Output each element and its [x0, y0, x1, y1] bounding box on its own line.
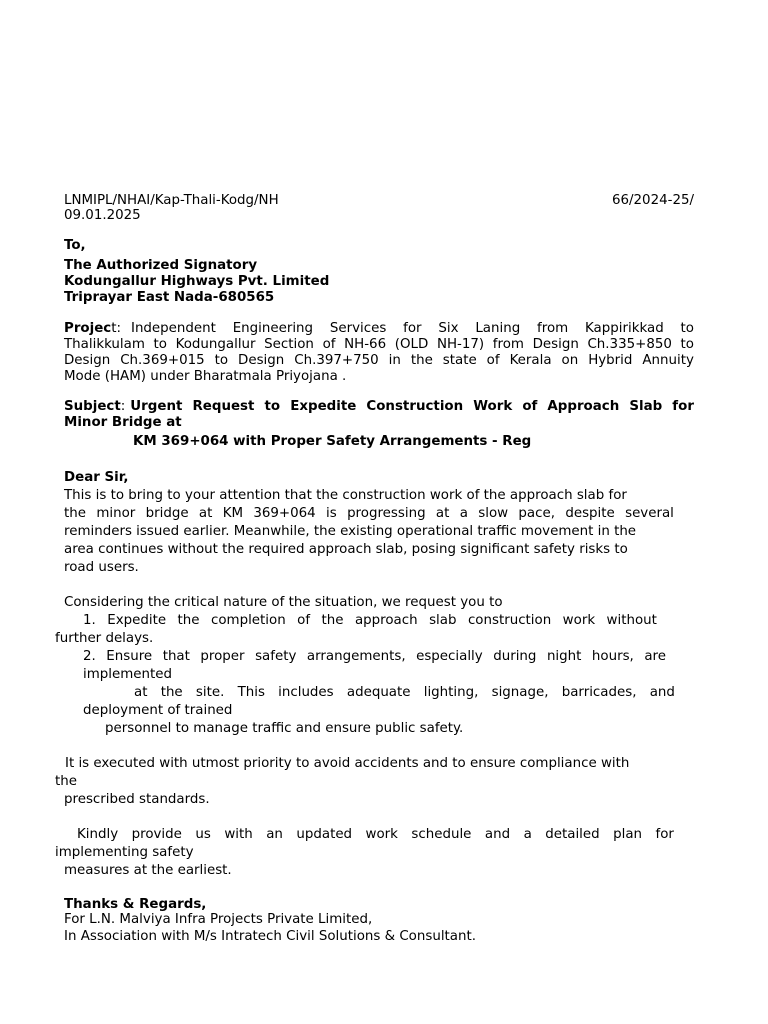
word: us — [195, 827, 211, 842]
word: proper — [200, 649, 245, 664]
to-label: To, — [64, 238, 86, 253]
word: Kerala — [509, 353, 552, 368]
word: are — [644, 649, 666, 664]
word: Thalikkulam — [64, 337, 145, 352]
para1-line-2 — [64, 505, 674, 522]
para4-line-3: measures at the earliest. — [64, 863, 232, 878]
word: to — [680, 321, 694, 336]
word: for — [403, 321, 422, 336]
word: that — [162, 649, 190, 664]
subject-label: Subject — [64, 399, 121, 414]
para1-line-3: reminders issued earlier. Meanwhile, the existing operational traffic movement in the — [64, 524, 637, 539]
word: several — [625, 506, 674, 521]
word: a — [523, 827, 532, 842]
subject-line-3: KM 369+064 with Proper Safety Arrangements - Reg — [133, 434, 532, 449]
word: Expedite — [107, 613, 167, 628]
para3-line-2: the — [55, 774, 77, 789]
closing-regards: Thanks & Regards, — [64, 897, 207, 912]
word: of — [486, 353, 500, 368]
item1-line-2: further delays. — [55, 631, 154, 646]
word: KM — [222, 506, 244, 521]
word: to — [214, 353, 229, 368]
word: for — [655, 827, 674, 842]
word: Kappirikkad — [585, 321, 664, 336]
word: for — [672, 399, 694, 414]
word: slab — [429, 613, 457, 628]
word: on — [561, 353, 579, 368]
word: despite — [565, 506, 615, 521]
word: site. — [195, 685, 225, 700]
para1-line-4: area continues without the required approach slab, posing significant safety risks to — [64, 542, 628, 557]
word: NH-66 — [344, 337, 387, 352]
word: signage, — [491, 685, 549, 700]
word: schedule — [411, 827, 472, 842]
para4-line-1 — [77, 826, 674, 843]
word: Ch.397+750 — [294, 353, 379, 368]
word: Engineering — [232, 321, 314, 336]
word: progressing — [347, 506, 426, 521]
word: work — [562, 613, 596, 628]
para3-line-3: prescribed standards. — [64, 792, 210, 807]
word: and — [649, 685, 675, 700]
word: Construction — [366, 399, 464, 414]
item2-line-1 — [83, 648, 666, 665]
subject-text-1 — [130, 398, 694, 415]
word: Request — [192, 399, 255, 414]
word: Laning — [475, 321, 521, 336]
word: the — [321, 613, 344, 628]
subject-line-2: Minor Bridge at — [64, 415, 182, 430]
word: Design — [238, 353, 285, 368]
word: to — [264, 399, 281, 414]
word: lighting, — [423, 685, 479, 700]
project-label: Projec — [64, 321, 112, 336]
word: plan — [613, 827, 643, 842]
project-text-1 — [131, 320, 694, 337]
word: includes — [278, 685, 334, 700]
word: slow — [478, 506, 509, 521]
closing-company: For L.N. Malviya Infra Projects Private Limited, — [64, 912, 373, 927]
word: Ch.369+015 — [120, 353, 205, 368]
word: completion — [210, 613, 286, 628]
word: especially — [416, 649, 483, 664]
word: in — [388, 353, 401, 368]
recipient-company: Kodungallur Highways Pvt. Limited — [64, 274, 330, 289]
word: safety — [255, 649, 297, 664]
word: (OLD — [394, 337, 429, 352]
word: Approach — [547, 399, 620, 414]
word: without — [606, 613, 657, 628]
word: to — [680, 337, 694, 352]
word: Section — [264, 337, 314, 352]
word: the — [64, 506, 86, 521]
word: Kindly — [77, 827, 119, 842]
word: at — [198, 506, 213, 521]
word: 1. — [83, 613, 96, 628]
word: This — [237, 685, 265, 700]
project-line-2 — [64, 336, 694, 353]
para1-line-5: road users. — [64, 560, 139, 575]
word: a — [459, 506, 468, 521]
project-line-3 — [64, 352, 694, 369]
word: Ch.335+850 — [587, 337, 672, 352]
word: detailed — [545, 827, 600, 842]
word: pace, — [518, 506, 555, 521]
letter-date: 09.01.2025 — [64, 208, 141, 223]
item1-line-1 — [83, 612, 657, 629]
word: Six — [438, 321, 459, 336]
word: Expedite — [290, 399, 357, 414]
word: Annuity — [642, 353, 694, 368]
para3-line-1: It is executed with utmost priority to avoid accidents and to ensure compliance with — [65, 756, 630, 771]
word: an — [266, 827, 283, 842]
word: with — [224, 827, 253, 842]
closing-association: In Association with M/s Intratech Civil Solutions & Consultant. — [64, 929, 476, 944]
word: hours, — [591, 649, 634, 664]
recipient-address: Triprayar East Nada-680565 — [64, 290, 275, 305]
word: Kodungallur — [175, 337, 256, 352]
word: of — [297, 613, 311, 628]
subject-line-1: Subject : Urgent Request to Expedite Construction Work of Approach Slab for — [64, 399, 694, 414]
para1-line-1: This is to bring to your attention that the construction work of the approach slab for — [64, 488, 627, 503]
word: night — [546, 649, 582, 664]
item2-line-5: personnel to manage traffic and ensure public safety. — [105, 721, 464, 736]
word: the — [410, 353, 433, 368]
word: Ensure — [106, 649, 153, 664]
word: Design — [64, 353, 111, 368]
word: at — [134, 685, 148, 700]
word: 2. — [83, 649, 96, 664]
word: provide — [131, 827, 182, 842]
word: the — [160, 685, 183, 700]
word: of — [522, 399, 538, 414]
word: minor — [96, 506, 136, 521]
word: Urgent — [130, 399, 183, 414]
word: 369+064 — [253, 506, 316, 521]
word: from — [492, 337, 524, 352]
reference-number: LNMIPL/NHAI/Kap-Thali-Kodg/NH — [64, 193, 279, 208]
word: construction — [467, 613, 552, 628]
item2-line-4: deployment of trained — [83, 703, 233, 718]
word: Independent — [131, 321, 216, 336]
word: is — [326, 506, 337, 521]
word: Hybrid — [588, 353, 633, 368]
para2-intro: Considering the critical nature of the situation, we request you to — [64, 595, 503, 610]
word: bridge — [145, 506, 189, 521]
word: NH-17) — [436, 337, 485, 352]
word: of — [322, 337, 336, 352]
word: work — [365, 827, 398, 842]
para4-line-2: implementing safety — [55, 845, 194, 860]
word: Work — [473, 399, 513, 414]
item2-line-2: implemented — [83, 667, 172, 682]
word: from — [537, 321, 569, 336]
word: state — [442, 353, 477, 368]
recipient-title: The Authorized Signatory — [64, 258, 258, 273]
word: Design — [532, 337, 579, 352]
word: updated — [296, 827, 353, 842]
word: approach — [354, 613, 418, 628]
word: and — [484, 827, 511, 842]
word: the — [177, 613, 200, 628]
project-line-4: Mode (HAM) under Bharatmala Priyojana . — [64, 369, 347, 384]
word: arrangements, — [306, 649, 406, 664]
word: during — [493, 649, 537, 664]
salutation: Dear Sir, — [64, 470, 129, 485]
item2-line-3 — [134, 684, 675, 701]
word: adequate — [346, 685, 411, 700]
word: Services — [329, 321, 387, 336]
project-line-1: Project: Independent Engineering Services for Six Laning from Kappirikkad to — [64, 321, 694, 336]
reference-number-suffix: 66/2024-25/ — [611, 193, 694, 208]
word: Slab — [629, 399, 663, 414]
word: to — [153, 337, 167, 352]
word: barricades, — [561, 685, 637, 700]
word: at — [435, 506, 450, 521]
